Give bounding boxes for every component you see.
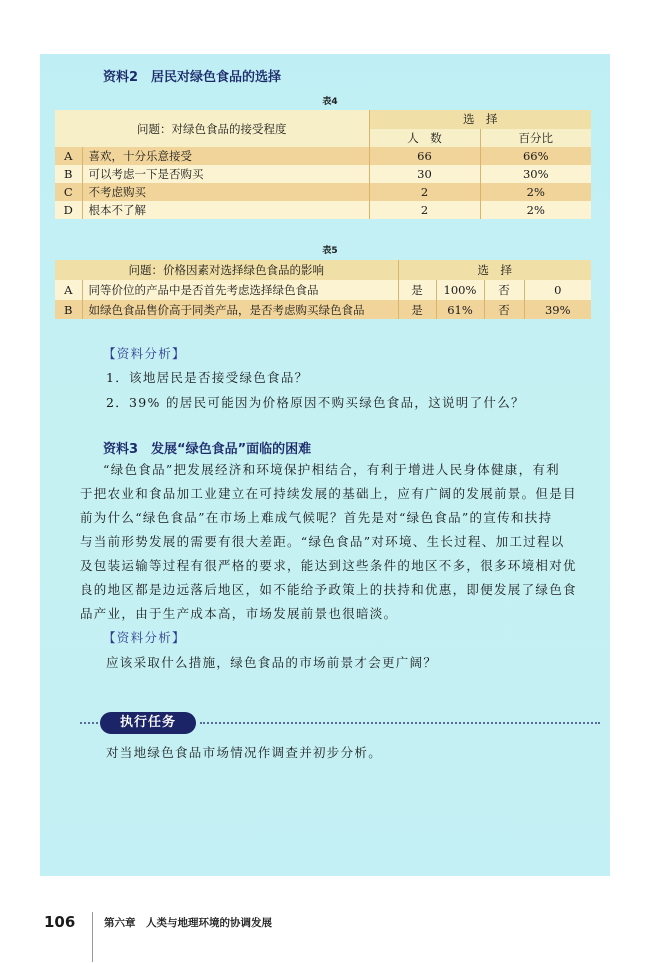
row-letter: D <box>63 203 73 217</box>
table4-row <box>55 147 591 165</box>
table4-row <box>55 201 591 219</box>
paragraph-line: 于把农业和食品加工业建立在可持续发展的基础上，应有广阔的发展前景。但是目 <box>80 486 577 501</box>
row-letter: C <box>63 185 73 199</box>
table4-choice-header: 选 择 <box>369 110 591 129</box>
row-question: 同等价位的产品中是否首先考虑选择绿色食品 <box>82 280 398 300</box>
table4-percent-header: 百分比 <box>480 129 591 148</box>
table5-row <box>55 280 591 300</box>
paragraph-line: 及包装运输等过程有很严格的要求，能达到这些条件的地区不多，很多环境相对优 <box>80 558 577 573</box>
material2-analysis-label: 【资料分析】 <box>103 346 186 361</box>
table5-question-header: 问题：价格因素对选择绿色食品的影响 <box>128 263 324 277</box>
material3-title: 资料3 发展“绿色食品”面临的困难 <box>103 442 312 457</box>
paragraph-line: 前为什么“绿色食品”在市场上难成气候呢？首先是对“绿色食品”的宣传和扶持 <box>80 510 553 525</box>
row-question: 如绿色食品售价高于同类产品，是否考虑购买绿色食品 <box>82 300 398 319</box>
task-badge: 执行任务 <box>100 712 196 734</box>
row-percent: 2% <box>480 183 591 201</box>
paragraph-line: 与当前形势发展的需要有很大差距。“绿色食品”对环境、生长过程、加工过程以 <box>80 534 565 549</box>
table4 <box>55 110 591 219</box>
row-percent: 30% <box>480 165 591 183</box>
paragraph-line: 品产业，由于生产成本高，市场发展前景也很暗淡。 <box>80 606 398 621</box>
table4-row <box>55 183 591 201</box>
page-number: 106 <box>44 913 76 931</box>
row-count: 30 <box>369 165 480 183</box>
dotted-divider <box>200 722 600 724</box>
task-text: 对当地绿色食品市场情况作调查并初步分析。 <box>106 745 383 760</box>
chapter-title: 第六章 人类与地理环境的协调发展 <box>104 917 272 929</box>
material2-title: 资料2 居民对绿色食品的选择 <box>103 70 282 85</box>
table5 <box>55 260 591 319</box>
task-header <box>80 712 590 734</box>
paragraph-line: 良的地区都是边远落后地区，如不能给予政策上的扶持和优惠，即便发展了绿色食 <box>80 582 577 597</box>
table5-choice-header: 选 择 <box>398 260 591 280</box>
row-no-value: 0 <box>524 280 591 300</box>
row-yes-value: 100% <box>436 280 484 300</box>
table5-caption: 表5 <box>322 246 338 256</box>
row-letter: A <box>64 283 73 297</box>
row-percent: 2% <box>480 201 591 219</box>
paragraph-line: “绿色食品”把发展经济和环境保护相结合，有利于增进人民身体健康，有利 <box>103 462 560 477</box>
row-no-label: 否 <box>484 300 524 319</box>
analysis-question-2: 2．39% 的居民可能因为价格原因不购买绿色食品，这说明了什么？ <box>106 395 525 410</box>
table4-caption: 表4 <box>322 97 338 107</box>
dotted-divider <box>80 722 98 724</box>
row-option: 喜欢，十分乐意接受 <box>82 147 369 165</box>
material3-analysis-question: 应该采取什么措施，绿色食品的市场前景才会更广阔？ <box>106 655 438 670</box>
row-yes-label: 是 <box>398 280 436 300</box>
row-yes-label: 是 <box>398 300 436 319</box>
row-no-value: 39% <box>524 300 591 319</box>
row-letter: B <box>64 302 73 317</box>
table4-row <box>55 165 591 183</box>
row-percent: 66% <box>480 147 591 165</box>
footer-divider <box>92 912 93 962</box>
row-no-label: 否 <box>484 280 524 300</box>
row-option: 可以考虑一下是否购买 <box>82 165 369 183</box>
table4-question-header: 问题：对绿色食品的接受程度 <box>55 110 369 147</box>
material3-analysis-label: 【资料分析】 <box>103 630 186 645</box>
table4-count-header: 人 数 <box>369 129 480 148</box>
row-yes-value: 61% <box>436 300 484 319</box>
row-count: 2 <box>369 183 480 201</box>
row-letter: B <box>64 167 73 181</box>
row-option: 根本不了解 <box>82 201 369 219</box>
table5-row <box>55 300 591 319</box>
row-option: 不考虑购买 <box>82 183 369 201</box>
row-count: 66 <box>369 147 480 165</box>
row-letter: A <box>64 149 73 163</box>
row-count: 2 <box>369 201 480 219</box>
analysis-question-1: 1．该地居民是否接受绿色食品？ <box>106 370 309 385</box>
